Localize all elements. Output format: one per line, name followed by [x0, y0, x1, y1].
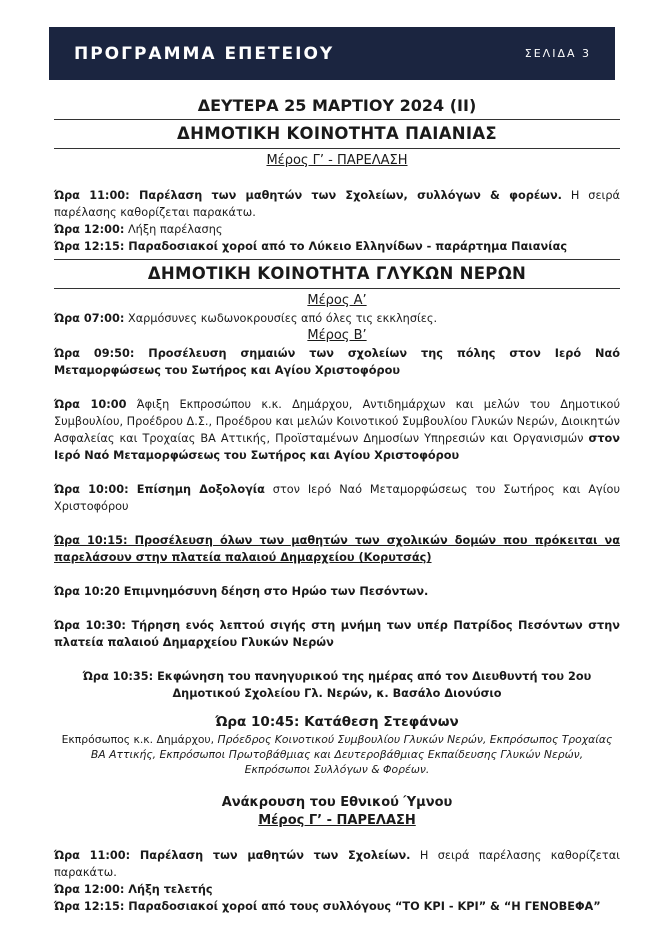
divider	[54, 259, 620, 260]
glyka-item-0950: Ώρα 09:50: Προσέλευση σημαιών των σχολείων της πόλης στον Ιερό Ναό Μεταμορφώσεως του Σωτήρος και Αγίου Χριστοφόρου	[54, 347, 620, 377]
paiania-heading: ΔΗΜΟΤΙΚΗ ΚΟΙΝΟΤΗΤΑ ΠΑΙΑΝΙΑΣ	[177, 124, 497, 143]
glyka-item-0700: Ώρα 07:00: Χαρμόσυνες κωδωνοκρουσίες από όλες τις εκκλησίες.	[54, 312, 438, 325]
national-anthem-heading: Ανάκρουση του Εθνικού Ύμνου	[221, 795, 453, 810]
paiania-part-c-heading: Μέρος Γ’ - ΠΑΡΕΛΑΣΗ	[266, 153, 408, 168]
glyka-item-1100: Ώρα 11:00: Παρέλαση των μαθητών των Σχολείων. Η σειρά παρέλασης καθορίζεται παρακάτω.	[54, 849, 620, 879]
glyka-item-1000-doxology: Ώρα 10:00: Επίσημη Δοξολογία στον Ιερό Ναό Μεταμορφώσεως του Σωτήρος και Αγίου Χριστοφόρου	[54, 483, 620, 513]
page-header-banner	[49, 27, 615, 80]
glyka-item-1200: Ώρα 12:00: Λήξη τελετής	[54, 883, 213, 896]
paiania-item-1200: Ώρα 12:00: Λήξη παρέλασης	[54, 223, 223, 236]
glyka-item-1000-arrival: Ώρα 10:00 Άφιξη Εκπροσώπου κ.κ. Δημάρχου, Αντιδημάρχων και μελών του Δημοτικού Συμβουλίου, Προέδρου Δ.Σ., Προέδρου και μελών Κοινοτικού Συμβουλίου Γλυκών Νερών, Διοικητών Ασφαλείας και Τροχαίας ΒΑ Αττικής, Προϊσταμένων Δημοσίων Υπηρεσιών και Οργανισμών στον Ιερό Ναό Μεταμορφώσεως του Σωτήρος και Αγίου Χριστοφόρου	[54, 398, 621, 462]
glyka-item-1020: Ώρα 10:20 Επιμνημόσυνη δέηση στο Ηρώο των Πεσόντων.	[54, 585, 429, 598]
wreath-laying-heading: Ώρα 10:45: Κατάθεση Στεφάνων	[215, 714, 459, 730]
glyka-part-c-heading: Μέρος Γ’ - ΠΑΡΕΛΑΣΗ	[258, 813, 416, 828]
divider	[54, 148, 620, 149]
paiania-item-1215: Ώρα 12:15: Παραδοσιακοί χοροί από το Λύκειο Ελληνίδων - παράρτημα Παιανίας	[54, 240, 568, 253]
divider	[54, 119, 620, 120]
glyka-part-b-heading: Μέρος Β’	[307, 328, 367, 343]
page-number: ΣΕΛΙΔΑ 3	[524, 47, 591, 60]
document-body	[54, 96, 620, 915]
divider	[54, 288, 620, 289]
wreath-laying-participants: Εκπρόσωπος κ.κ. Δημάρχου, Πρόεδρος Κοινοτικού Συμβουλίου Γλυκών Νερών, Εκπρόσωπος Τροχαίας ΒΑ Αττικής, Εκπρόσωποι Πρωτοβάθμιας και Δευτεροβάθμιας Εκπαίδευσης Γλυκών Νερών, Εκπρόσωποι Συλλόγων & Φορέων.	[61, 733, 613, 776]
date-heading: ΔΕΥΤΕΡΑ 25 ΜΑΡΤΙΟΥ 2024 (ΙΙ)	[197, 96, 477, 115]
glyka-nera-heading: ΔΗΜΟΤΙΚΗ ΚΟΙΝΟΤΗΤΑ ΓΛΥΚΩΝ ΝΕΡΩΝ	[147, 264, 527, 283]
glyka-part-a-heading: Μέρος Α’	[307, 293, 367, 308]
paiania-item-1100: Ώρα 11:00: Παρέλαση των μαθητών των Σχολείων, συλλόγων & φορέων. Η σειρά παρέλασης καθορίζεται παρακάτω.	[54, 189, 620, 219]
glyka-item-1030: Ώρα 10:30: Τήρηση ενός λεπτού σιγής στη μνήμη των υπέρ Πατρίδος Πεσόντων στην πλατεία παλαιού Δημαρχείου Γλυκών Νερών	[54, 619, 620, 649]
glyka-item-1215: Ώρα 12:15: Παραδοσιακοί χοροί από τους συλλόγους “ΤΟ ΚΡΙ - ΚΡΙ” & “Η ΓΕΝΟΒΕΦΑ”	[54, 900, 601, 913]
glyka-item-1015: Ώρα 10:15: Προσέλευση όλων των μαθητών των σχολικών δομών που πρόκειται να παρελάσουν στην πλατεία παλαιού Δημαρχείου (Κορυτσάς)	[54, 534, 620, 564]
document-title: ΠΡΟΓΡΑΜΜΑ ΕΠΕΤΕΙΟΥ	[74, 43, 335, 64]
glyka-item-1035: Ώρα 10:35: Εκφώνηση του πανηγυρικού της ημέρας από τον Διευθυντή του 2ου Δημοτικού Σχολείου Γλ. Νερών, κ. Βασάλο Διονύσιο	[82, 670, 592, 700]
